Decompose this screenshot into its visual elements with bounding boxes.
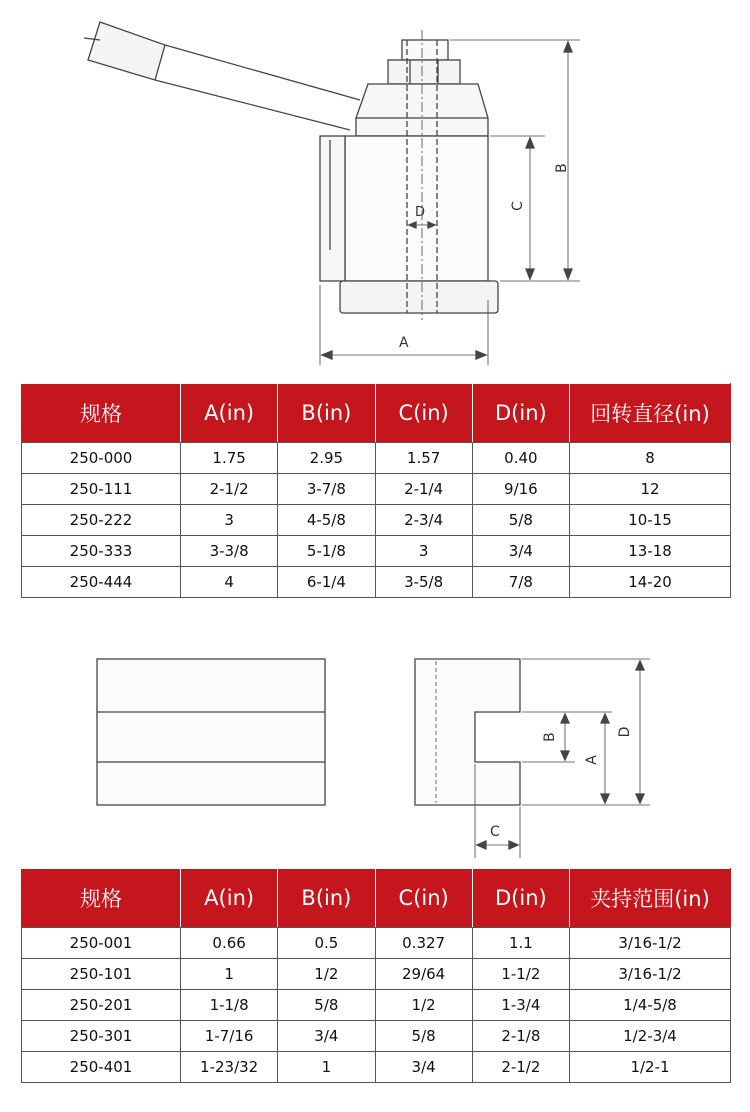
table-cell: 9/16	[472, 474, 569, 505]
table-cell: 13-18	[570, 536, 731, 567]
table-cell: 2-1/8	[472, 1021, 569, 1052]
table-cell: 1-1/2	[472, 959, 569, 990]
table-cell: 5/8	[278, 990, 375, 1021]
table-cell: 29/64	[375, 959, 472, 990]
table-cell: 1.57	[375, 443, 472, 474]
header-cell: C(in)	[375, 869, 472, 928]
table-header-row	[22, 384, 731, 443]
table-cell: 1/2	[375, 990, 472, 1021]
table-cell: 3/16-1/2	[570, 928, 731, 959]
block-side-view	[415, 659, 520, 805]
table-cell: 4-5/8	[278, 505, 375, 536]
handle-grip	[88, 22, 165, 80]
header-cell: B(in)	[278, 384, 375, 443]
tool-post-drawing	[0, 0, 750, 380]
table-cell: 3-3/8	[181, 536, 278, 567]
dovetail	[320, 136, 345, 281]
block-dim-label-d: D	[617, 726, 633, 738]
table-cell: 12	[570, 474, 731, 505]
table-row	[22, 474, 731, 505]
table-row	[22, 928, 731, 959]
table-header-row	[22, 869, 731, 928]
table-row	[22, 505, 731, 536]
header-cell: B(in)	[278, 869, 375, 928]
table-row	[22, 443, 731, 474]
table-row	[22, 990, 731, 1021]
header-cell: 规格	[22, 869, 181, 928]
table-cell: 2-1/4	[375, 474, 472, 505]
table-cell: 0.327	[375, 928, 472, 959]
table-cell: 250-333	[22, 536, 181, 567]
header-cell: A(in)	[181, 384, 278, 443]
table-cell: 3/4	[375, 1052, 472, 1083]
table-cell: 5/8	[375, 1021, 472, 1052]
table-cell: 250-001	[22, 928, 181, 959]
table-cell: 1/2	[278, 959, 375, 990]
table-cell: 1-1/8	[181, 990, 278, 1021]
table-cell: 4	[181, 567, 278, 598]
table-cell: 10-15	[570, 505, 731, 536]
table-row	[22, 1021, 731, 1052]
table-cell: 1-3/4	[472, 990, 569, 1021]
base	[340, 281, 498, 313]
header-cell: 夹持范围(in)	[570, 869, 731, 928]
table-cell: 1/2-3/4	[570, 1021, 731, 1052]
table-cell: 3	[375, 536, 472, 567]
table-cell: 3/4	[472, 536, 569, 567]
table-cell: 0.5	[278, 928, 375, 959]
top-nut	[388, 60, 460, 84]
block-dim-label-c: C	[490, 824, 500, 840]
table-row	[22, 959, 731, 990]
table-row	[22, 536, 731, 567]
table-cell: 250-000	[22, 443, 181, 474]
block-dim-label-b: B	[542, 732, 558, 742]
table-cell: 2.95	[278, 443, 375, 474]
dim-label-d: D	[415, 205, 426, 220]
tool-block-drawing	[0, 640, 750, 870]
block-spec-table	[21, 868, 731, 1083]
header-cell: A(in)	[181, 869, 278, 928]
table-cell: 1.75	[181, 443, 278, 474]
table-cell: 3	[181, 505, 278, 536]
table-cell: 1-7/16	[181, 1021, 278, 1052]
table-cell: 250-222	[22, 505, 181, 536]
table-cell: 2-1/2	[472, 1052, 569, 1083]
header-cell: D(in)	[472, 869, 569, 928]
table-cell: 2-3/4	[375, 505, 472, 536]
table-cell: 7/8	[472, 567, 569, 598]
header-cell: D(in)	[472, 384, 569, 443]
dim-label-a: A	[399, 335, 409, 351]
table-cell: 6-1/4	[278, 567, 375, 598]
table-cell: 250-201	[22, 990, 181, 1021]
holder-spec-table	[21, 383, 731, 598]
block-dim-label-a: A	[584, 755, 600, 765]
table-cell: 1/4-5/8	[570, 990, 731, 1021]
table-cell: 0.40	[472, 443, 569, 474]
dim-label-b: B	[554, 163, 570, 173]
table-cell: 3-7/8	[278, 474, 375, 505]
table-cell: 250-401	[22, 1052, 181, 1083]
table-cell: 1	[278, 1052, 375, 1083]
table-cell: 3/4	[278, 1021, 375, 1052]
table-cell: 3/16-1/2	[570, 959, 731, 990]
top-bolt	[402, 40, 448, 60]
table-cell: 8	[570, 443, 731, 474]
header-cell: C(in)	[375, 384, 472, 443]
table-cell: 250-444	[22, 567, 181, 598]
table-cell: 250-301	[22, 1021, 181, 1052]
table-cell: 1-23/32	[181, 1052, 278, 1083]
table-cell: 250-101	[22, 959, 181, 990]
table-cell: 1/2-1	[570, 1052, 731, 1083]
table-cell: 5-1/8	[278, 536, 375, 567]
table-row	[22, 567, 731, 598]
header-cell: 规格	[22, 384, 181, 443]
table-cell: 3-5/8	[375, 567, 472, 598]
table-cell: 0.66	[181, 928, 278, 959]
table-cell: 250-111	[22, 474, 181, 505]
header-cell: 回转直径(in)	[570, 384, 731, 443]
block-front-view	[97, 659, 325, 805]
table-row	[22, 1052, 731, 1083]
dim-label-c: C	[510, 201, 526, 211]
table-cell: 2-1/2	[181, 474, 278, 505]
table-cell: 1	[181, 959, 278, 990]
table-cell: 1.1	[472, 928, 569, 959]
table-cell: 14-20	[570, 567, 731, 598]
table-cell: 5/8	[472, 505, 569, 536]
